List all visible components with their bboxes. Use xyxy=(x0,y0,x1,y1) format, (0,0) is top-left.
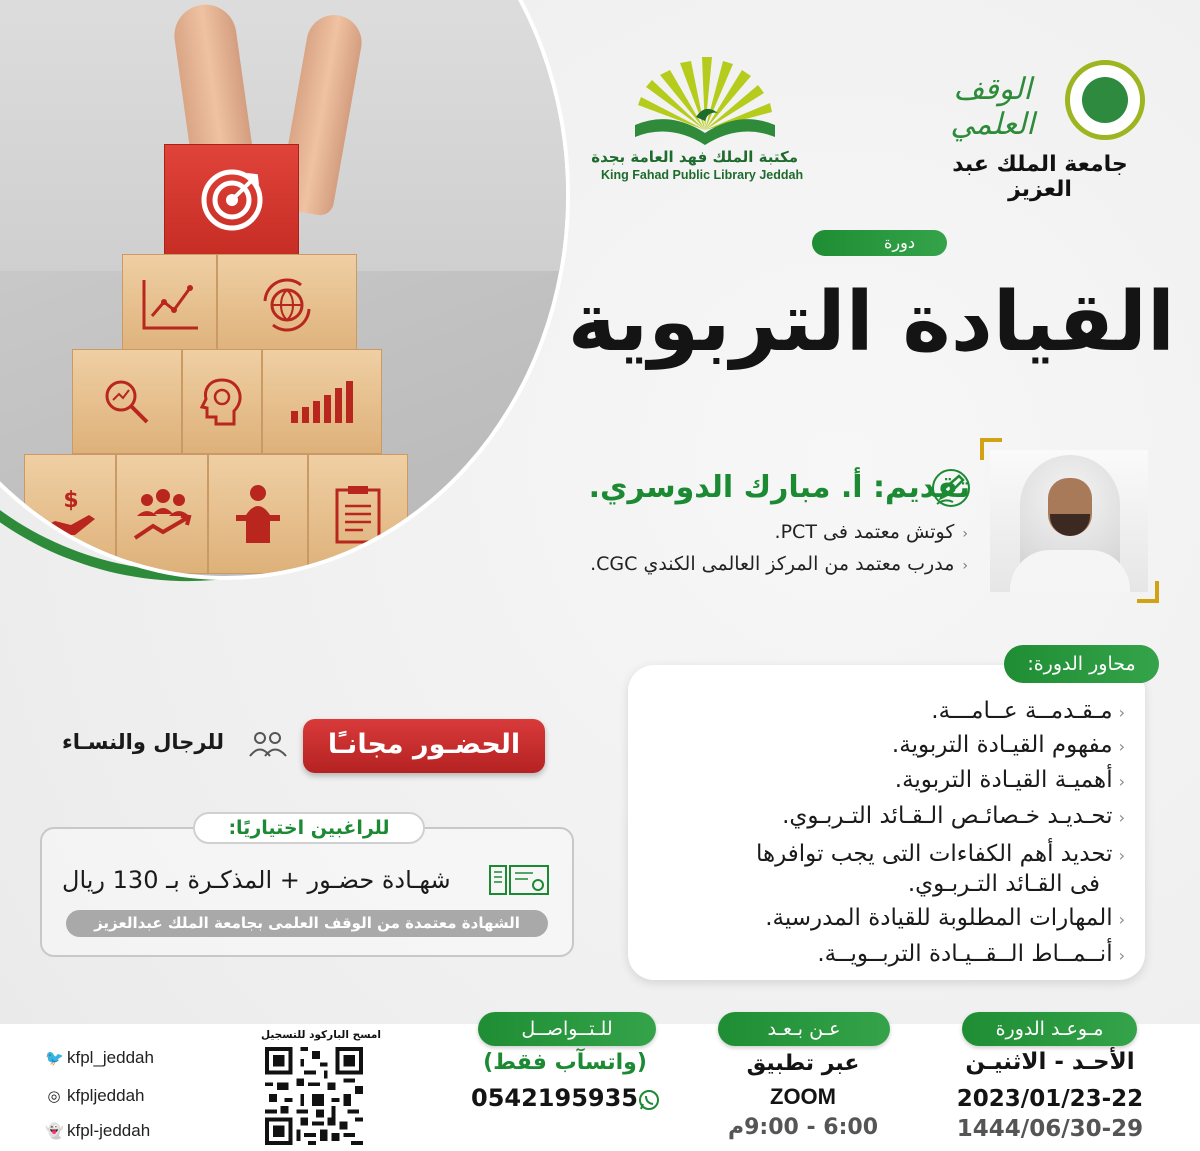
contact-phone[interactable]: 0542195935 xyxy=(471,1084,638,1112)
twitter-icon: 🐦 xyxy=(45,1050,64,1067)
kau-emblem-icon xyxy=(1065,60,1145,140)
photo-frame-corner xyxy=(1137,581,1159,603)
head-bulb-icon xyxy=(200,377,244,427)
contact-label: للـتــواصــل xyxy=(478,1012,656,1046)
svg-text:$: $ xyxy=(63,488,79,513)
free-attendance-badge: الحضـور مجانـًا xyxy=(303,719,545,773)
qr-label: امسح الباركود للتسجيل xyxy=(261,1029,381,1041)
topic-item-continued: فى القـائد التـربـوي. xyxy=(907,871,1100,897)
remote-time: 6:00 - 9:00م xyxy=(727,1115,879,1140)
line-chart-icon xyxy=(140,278,200,332)
topic-item: ‹تحـديـد خـصائـص الـقـائد التـربـوي. xyxy=(782,803,1125,829)
globe-refresh-icon xyxy=(257,275,317,335)
target-icon xyxy=(199,167,265,233)
certificate-note: الشهادة معتمدة من الوقف العلمى بجامعة الملك عبدالعزيز xyxy=(66,910,548,937)
optional-heading: للراغبين اختياريًا: xyxy=(193,812,425,844)
schedule-days: الأحـد - الاثنيـن xyxy=(965,1049,1135,1075)
remote-app: ZOOM xyxy=(770,1084,836,1109)
course-title: القيادة التربوية xyxy=(567,275,1175,370)
schedule-hijri: 1444/06/30-29 xyxy=(956,1116,1144,1142)
presenter-heading xyxy=(589,470,970,505)
course-label-pill xyxy=(812,230,947,256)
team-growth-icon xyxy=(129,486,195,542)
snapchat-handle[interactable]: 👻 kfpl-jeddah xyxy=(45,1121,151,1140)
remote-via: عبر تطبيق xyxy=(746,1051,860,1076)
presenter-name: أ. مبارك الدوسري. xyxy=(588,470,863,505)
people-icon xyxy=(248,729,288,759)
kfpl-english-name: King Fahad Public Library Jeddah xyxy=(601,168,804,182)
schedule-label: مـوعـد الدورة xyxy=(962,1012,1137,1046)
target-block xyxy=(164,144,299,256)
topic-item: ‹تحديد أهم الكفاءات التى يجب توافرها xyxy=(755,841,1125,867)
contact-note: (واتسآب فقط) xyxy=(483,1050,647,1075)
kfpl-arabic-name: مكتبة الملك فهد العامة بجدة xyxy=(591,148,798,166)
presenter-photo xyxy=(990,450,1148,592)
topic-item: ‹مـقـدمــة عــامـــة. xyxy=(931,698,1125,724)
qr-code[interactable] xyxy=(265,1047,363,1145)
document-icon xyxy=(333,484,383,544)
kau-waqf-name: الوقف العلمي xyxy=(950,72,1035,142)
schedule-gregorian: 2023/01/23-22 xyxy=(956,1086,1144,1112)
kau-university-name: جامعة الملك عبد العزيز xyxy=(952,152,1128,202)
instagram-handle[interactable]: ◎ kfpljeddah xyxy=(45,1086,145,1106)
topic-item: ‹المهارات المطلوبة للقيادة المدرسية. xyxy=(765,905,1125,931)
speaker-podium-icon xyxy=(232,483,284,545)
course-label: دورة xyxy=(884,233,915,252)
hand-dollar-icon xyxy=(41,485,99,543)
snapchat-icon: 👻 xyxy=(45,1123,64,1140)
certificate-icon xyxy=(488,863,550,897)
twitter-handle[interactable]: 🐦 kfpl_jeddah xyxy=(45,1048,154,1067)
optional-offer: شهـادة حضـور + المذكـرة بـ 130 ريال xyxy=(62,866,451,894)
topic-item: ‹أهميـة القيـادة التربوية. xyxy=(894,767,1125,793)
whatsapp-icon xyxy=(638,1089,660,1111)
presenter-credential: ‹مدرب معتمد من المركز العالمى الكندي CGC. xyxy=(590,553,968,575)
presenter-credential: ‹كوتش معتمد فى PCT. xyxy=(774,521,968,543)
topic-item: ‹أنــمــاط الــقــيـادة التربــويــة. xyxy=(817,941,1125,967)
instagram-icon: ◎ xyxy=(47,1088,61,1105)
topics-heading: محاور الدورة: xyxy=(1004,645,1159,683)
bar-chart-icon xyxy=(289,379,355,425)
audience-text: للرجال والنسـاء xyxy=(62,730,224,754)
kau-logo xyxy=(925,60,1155,202)
presenter-prefix: تقديم: xyxy=(873,470,970,505)
hero-photo xyxy=(0,0,570,580)
topic-item: ‹مفهوم القيـادة التربوية. xyxy=(891,732,1125,758)
remote-label: عـن بـعـد xyxy=(718,1012,890,1046)
magnify-chart-icon xyxy=(101,376,153,428)
